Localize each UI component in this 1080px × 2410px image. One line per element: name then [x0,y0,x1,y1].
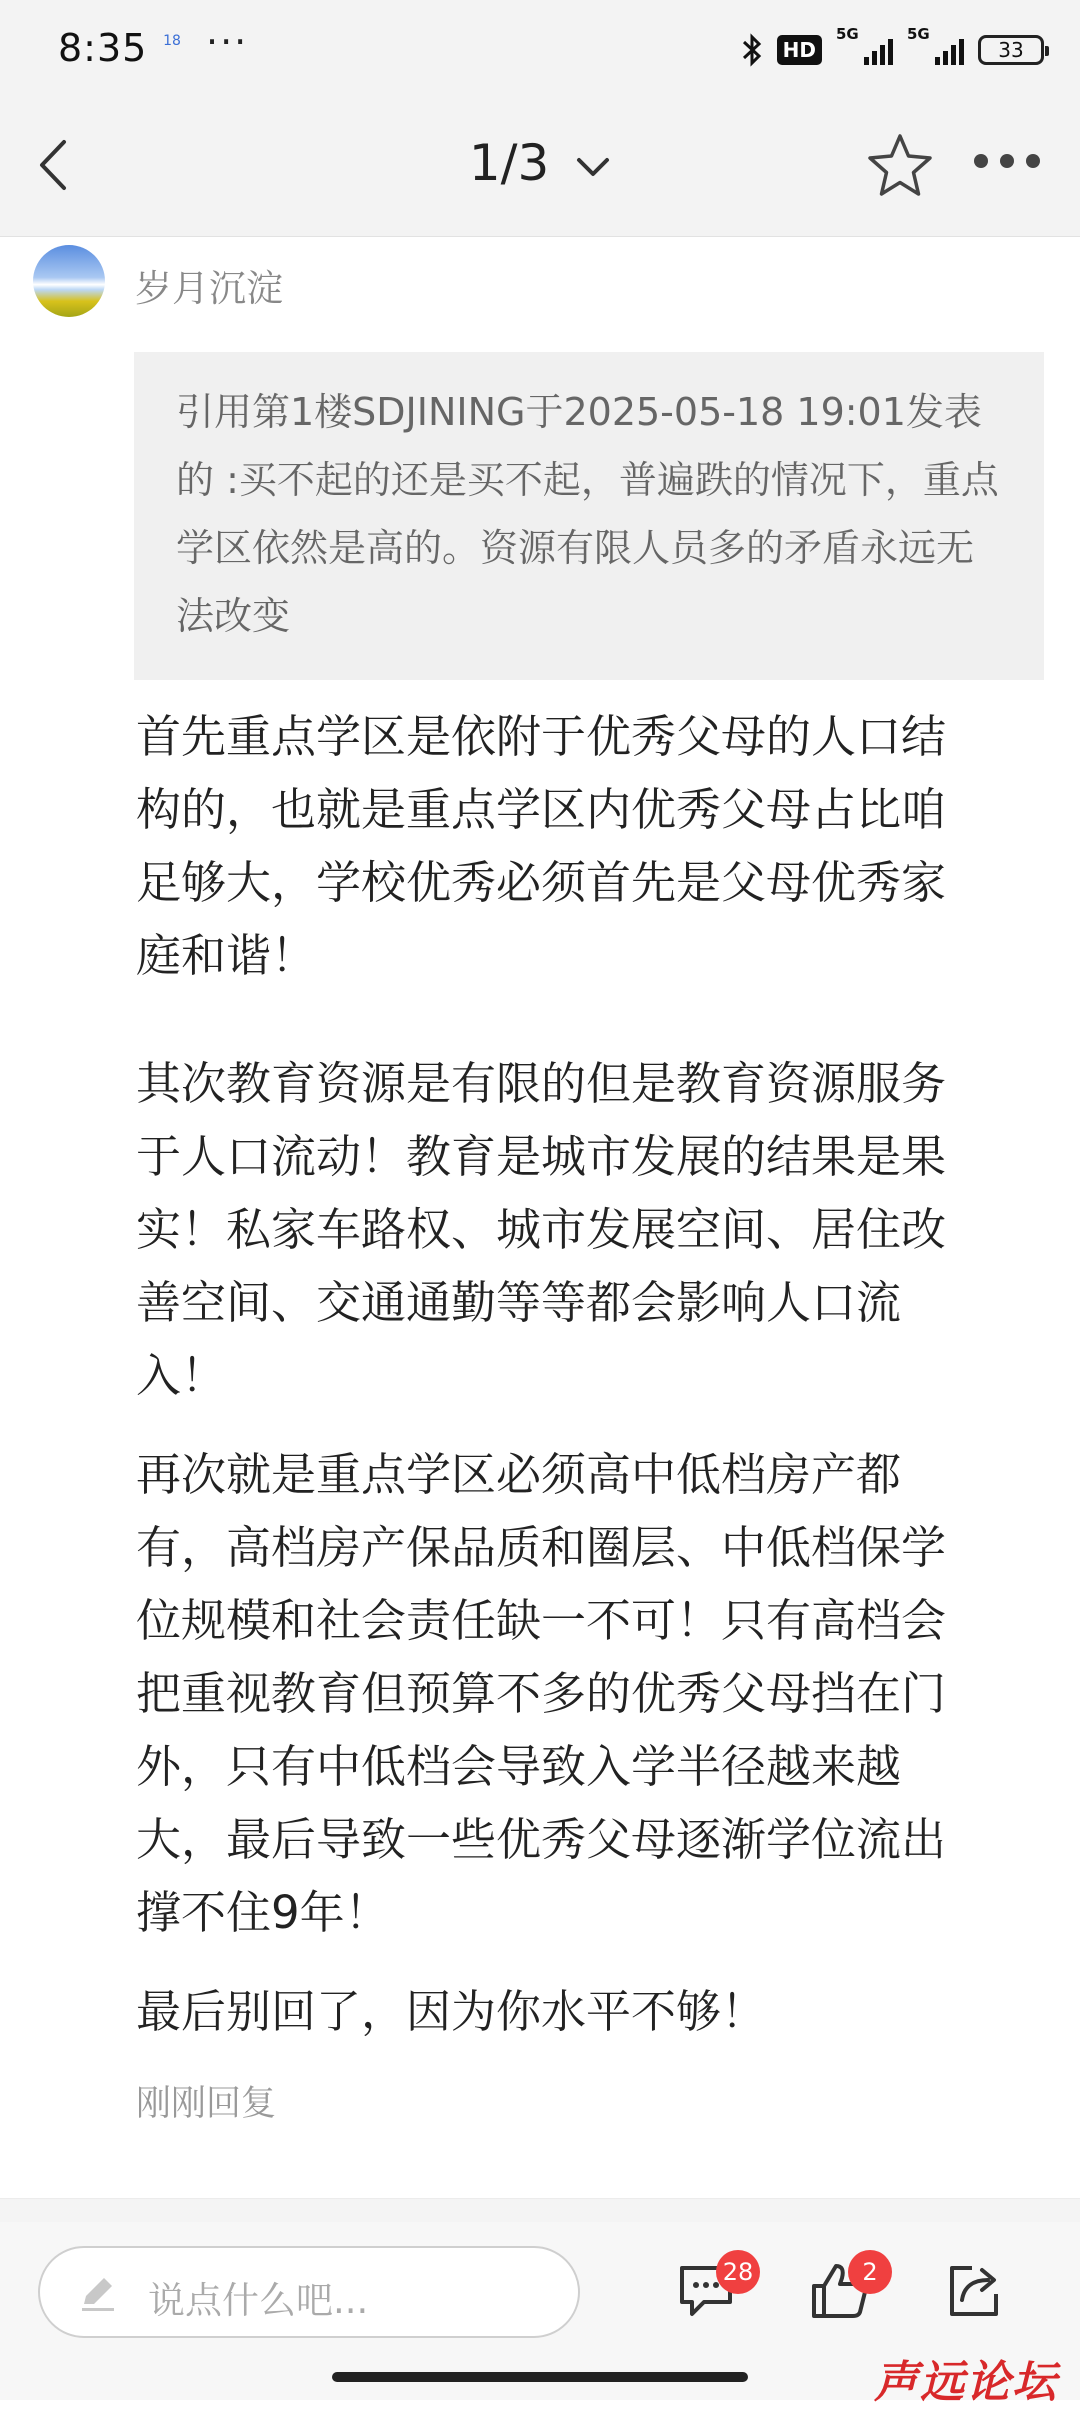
share-icon[interactable] [942,2258,1006,2322]
status-more-icon: ··· [206,20,249,64]
notification-icon: 18 [163,33,181,49]
bluetooth-icon [741,32,763,68]
post-paragraph-1: 首先重点学区是依附于优秀父母的人口结构的，也就是重点学区内优秀父母占比咱足够大，学校优秀必须首先是父母优秀家庭和谐！ [136,710,947,982]
reply-placeholder: 说点什么吧... [148,2279,369,2322]
status-time: 8:35 [58,26,148,70]
network-type-2: 5G [907,25,930,43]
page-indicator: 1/3 [468,134,550,192]
status-bar [0,0,1080,94]
signal-5g-icon-2 [907,25,964,65]
pencil-icon [78,2274,118,2314]
like-count-badge: 2 [848,2250,892,2294]
forum-watermark-logo: 声远论坛 [874,2357,1058,2408]
comment-count-badge: 28 [716,2250,760,2294]
post-paragraph-4: 最后别回了，因为你水平不够！ [136,1985,767,2038]
author-name[interactable]: 岁月沉淀 [135,267,283,310]
top-nav-bar [0,94,1080,237]
reply-timestamp: 刚刚回复 [136,2084,277,2124]
home-indicator[interactable] [332,2372,748,2382]
chevron-down-icon [575,155,611,179]
post-paragraph-3: 再次就是重点学区必须高中低档房产都有，高档房产保品质和圈层、中低档保学位规模和社会责任缺一不可！只有高档会把重视教育但预算不多的优秀父母挡在门外，只有中低档会导致入学半径越来越大，最后导致一些优秀父母逐渐学位流出撑不住9年！ [136,1448,947,1939]
more-options-icon[interactable] [974,154,1040,168]
quoted-post [134,352,1044,680]
avatar[interactable] [33,245,105,317]
signal-5g-icon [836,25,893,65]
quote-text: 引用第1楼SDJINING于2025-05-18 19:01发表的 :买不起的还是买不起，普遍跌的情况下，重点学区依然是高的。资源有限人员多的矛盾永远无法改变 [176,390,999,638]
hd-voice-icon: HD [777,35,822,65]
network-type-1: 5G [836,25,859,43]
battery-icon: 33 [978,35,1044,65]
favorite-star-icon[interactable] [864,130,936,202]
reply-input[interactable] [38,2246,580,2338]
post-paragraph-2: 其次教育资源是有限的但是教育资源服务于人口流动！教育是城市发展的结果是果实！私家车路权、城市发展空间、居住改善空间、交通通勤等等都会影响人口流入！ [136,1057,947,1402]
divider [0,2198,1080,2223]
